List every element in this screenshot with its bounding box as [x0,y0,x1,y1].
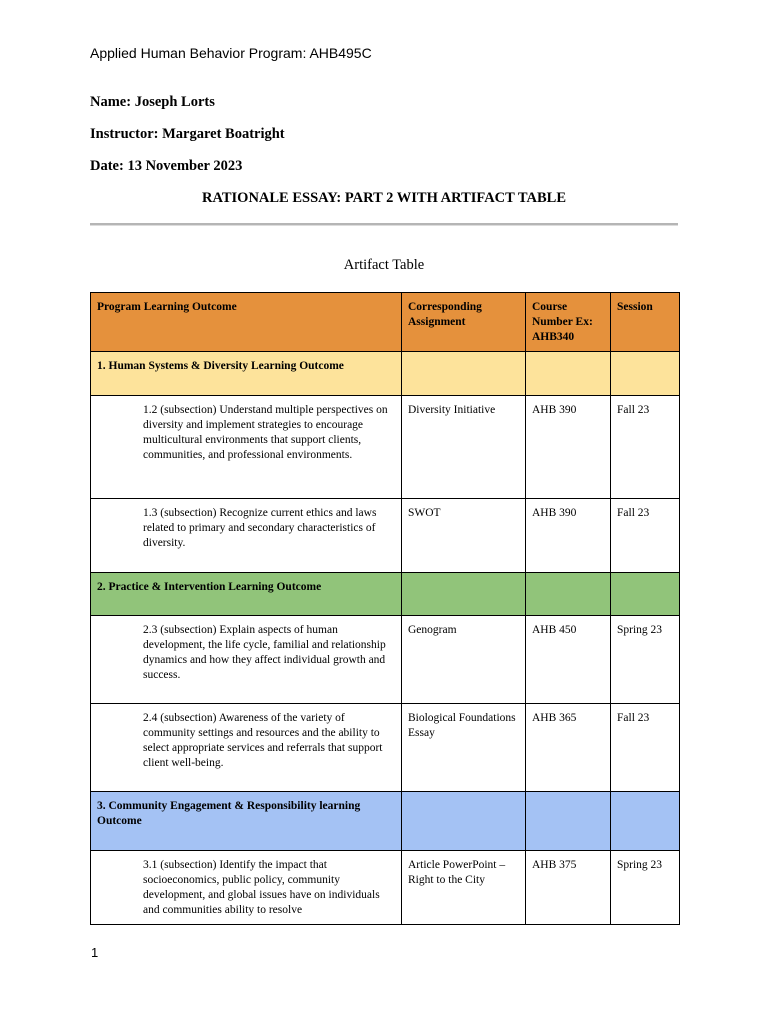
session-cell: Spring 23 [611,851,680,925]
outcome-cell: 1.3 (subsection) Recognize current ethics and laws related to primary and secondary characteristics of diversity. [91,499,402,573]
artifact-table [90,292,680,925]
column-header-session: Session [611,293,680,352]
session-cell: Fall 23 [611,704,680,792]
course-cell: AHB 390 [526,499,611,573]
assignment-cell: Diversity Initiative [402,396,526,499]
course-cell: AHB 365 [526,704,611,792]
empty-cell [402,352,526,396]
outcome-cell: 1.2 (subsection) Understand multiple perspectives on diversity and implement strategies to encourage multicultural environments that support clients, communities, and professional environments. [91,396,402,499]
table-row [91,499,680,573]
empty-cell [402,792,526,851]
assignment-cell: Biological Foundations Essay [402,704,526,792]
table-row [91,851,680,925]
outcome-cell: 2.3 (subsection) Explain aspects of human development, the life cycle, familial and relationship dynamics and how they affect individual growth and success. [91,616,402,704]
table-row [91,704,680,792]
column-header-assignment: Corresponding Assignment [402,293,526,352]
section-row [91,352,680,396]
page-number: 1 [91,945,99,960]
empty-cell [526,573,611,616]
empty-cell [526,352,611,396]
session-cell: Fall 23 [611,499,680,573]
empty-cell [526,792,611,851]
section-row [91,573,680,616]
table-header-row [91,293,680,352]
outcome-cell: 3.1 (subsection) Identify the impact that socioeconomics, public policy, community development, and global issues have on individuals and communities ability to resolve [91,851,402,925]
table-row [91,616,680,704]
assignment-cell: Genogram [402,616,526,704]
empty-cell [402,573,526,616]
instructor-name: Instructor: Margaret Boatright [90,126,285,142]
column-header-outcome: Program Learning Outcome [91,293,402,352]
session-cell: Fall 23 [611,396,680,499]
empty-cell [611,792,680,851]
course-cell: AHB 390 [526,396,611,499]
horizontal-rule [90,223,678,226]
section-title: 2. Practice & Intervention Learning Outcome [91,573,402,616]
column-header-course-number: Course Number Ex: AHB340 [526,293,611,352]
course-cell: AHB 375 [526,851,611,925]
course-cell: AHB 450 [526,616,611,704]
assignment-cell: Article PowerPoint – Right to the City [402,851,526,925]
section-title: 3. Community Engagement & Responsibility learning Outcome [91,792,402,851]
session-cell: Spring 23 [611,616,680,704]
student-name: Name: Joseph Lorts [90,94,215,110]
table-caption: Artifact Table [343,257,425,273]
document-header: Applied Human Behavior Program: AHB495C [90,45,372,61]
empty-cell [611,573,680,616]
section-row [91,792,680,851]
essay-title: RATIONALE ESSAY: PART 2 WITH ARTIFACT TABLE [201,190,566,206]
table-row [91,396,680,499]
assignment-cell: SWOT [402,499,526,573]
outcome-cell: 2.4 (subsection) Awareness of the variety of community settings and resources and the ability to select appropriate services and referrals that support client well-being. [91,704,402,792]
empty-cell [611,352,680,396]
document-date: Date: 13 November 2023 [90,158,243,174]
section-title: 1. Human Systems & Diversity Learning Outcome [91,352,402,396]
